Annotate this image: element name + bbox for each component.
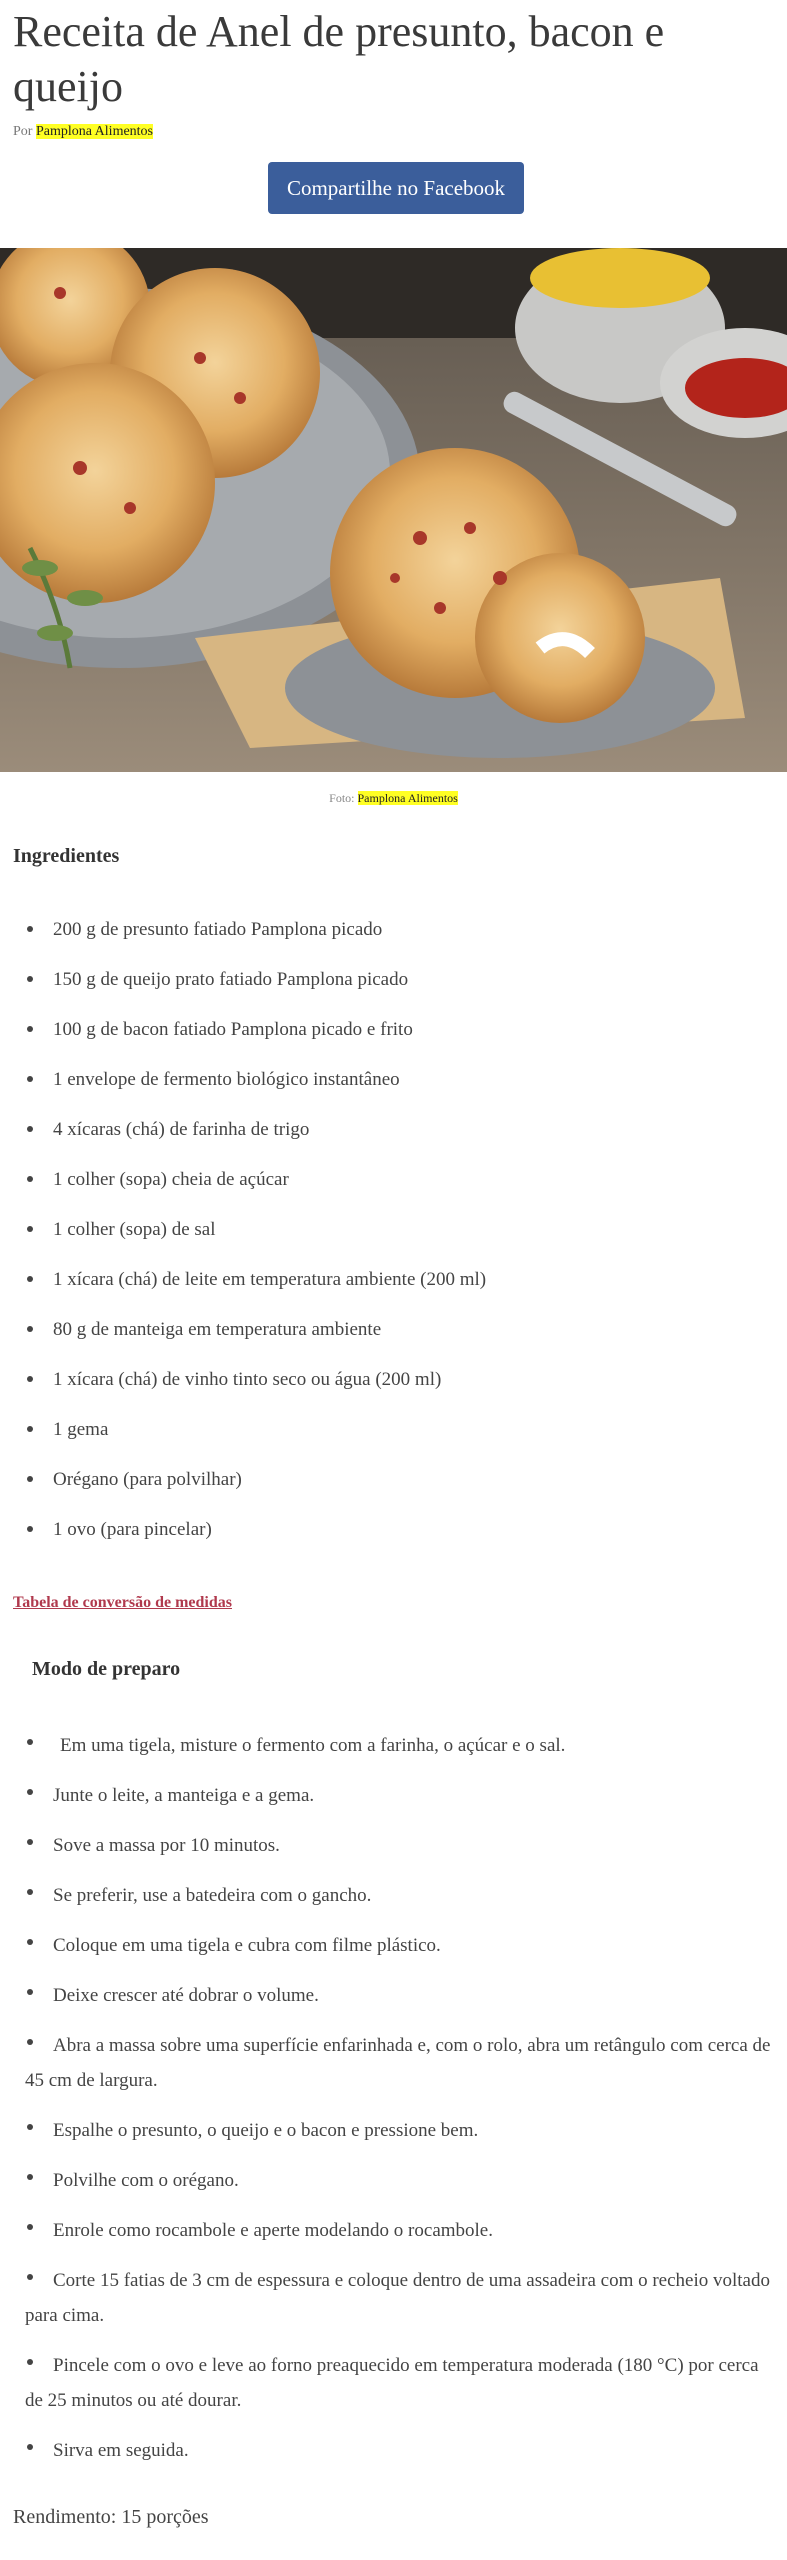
ingredients-list	[13, 915, 773, 1565]
list-item: Abra a massa sobre uma superfície enfarinhada e, com o rolo, abra um retângulo com cerca de 45 cm de largura.	[13, 2028, 773, 2098]
caption-prefix: Foto:	[329, 791, 355, 805]
list-item: Em uma tigela, misture o fermento com a farinha, o açúcar e o sal.	[13, 1728, 773, 1763]
recipe-photo	[0, 248, 787, 772]
list-item: 1 envelope de fermento biológico instantâneo	[13, 1065, 773, 1115]
page-title: Receita de Anel de presunto, bacon e queijo	[13, 7, 665, 111]
conversion-table-link[interactable]: Tabela de conversão de medidas	[13, 1594, 232, 1611]
list-item: 1 xícara (chá) de leite em temperatura ambiente (200 ml)	[13, 1265, 773, 1315]
list-item: 4 xícaras (chá) de farinha de trigo	[13, 1115, 773, 1165]
list-item: Deixe crescer até dobrar o volume.	[13, 1978, 773, 2013]
list-item: Sove a massa por 10 minutos.	[13, 1828, 773, 1863]
list-item: 1 ovo (para pincelar)	[13, 1515, 773, 1565]
list-item: 200 g de presunto fatiado Pamplona picado	[13, 915, 773, 965]
list-item: Orégano (para polvilhar)	[13, 1465, 773, 1515]
list-item: Coloque em uma tigela e cubra com filme plástico.	[13, 1928, 773, 1963]
ingredients-heading: Ingredientes	[13, 845, 120, 867]
list-item: 100 g de bacon fatiado Pamplona picado e frito	[13, 1015, 773, 1065]
list-item: Polvilhe com o orégano.	[13, 2163, 773, 2198]
list-item: 1 gema	[13, 1415, 773, 1465]
share-facebook-button[interactable]: Compartilhe no Facebook	[268, 162, 524, 214]
list-item: Sirva em seguida.	[13, 2433, 773, 2468]
list-item: Pincele com o ovo e leve ao forno preaquecido em temperatura moderada (180 °C) por cerca de 25 minutos ou até dourar.	[13, 2348, 773, 2418]
recipe-yield: Rendimento: 15 porções	[13, 2506, 209, 2528]
list-item: Espalhe o presunto, o queijo e o bacon e pressione bem.	[13, 2113, 773, 2148]
byline-prefix: Por	[13, 124, 33, 139]
pinwheel-rolls-illustration	[0, 248, 787, 772]
author-link[interactable]: Pamplona Alimentos	[35, 124, 154, 139]
list-item: Junte o leite, a manteiga e a gema.	[13, 1778, 773, 1813]
byline	[13, 124, 153, 140]
photo-caption	[0, 791, 787, 806]
list-item: Enrole como rocambole e aperte modelando o rocambole.	[13, 2213, 773, 2248]
list-item: Se preferir, use a batedeira com o gancho.	[13, 1878, 773, 1913]
list-item: Corte 15 fatias de 3 cm de espessura e coloque dentro de uma assadeira com o recheio voltado para cima.	[13, 2263, 773, 2333]
list-item: 1 colher (sopa) cheia de açúcar	[13, 1165, 773, 1215]
preparation-heading: Modo de preparo	[32, 1658, 181, 1680]
list-item: 80 g de manteiga em temperatura ambiente	[13, 1315, 773, 1365]
list-item: 150 g de queijo prato fatiado Pamplona picado	[13, 965, 773, 1015]
preparation-steps	[13, 1728, 773, 2483]
list-item: 1 xícara (chá) de vinho tinto seco ou água (200 ml)	[13, 1365, 773, 1415]
list-item: 1 colher (sopa) de sal	[13, 1215, 773, 1265]
photo-credit-link[interactable]: Pamplona Alimentos	[357, 791, 458, 805]
